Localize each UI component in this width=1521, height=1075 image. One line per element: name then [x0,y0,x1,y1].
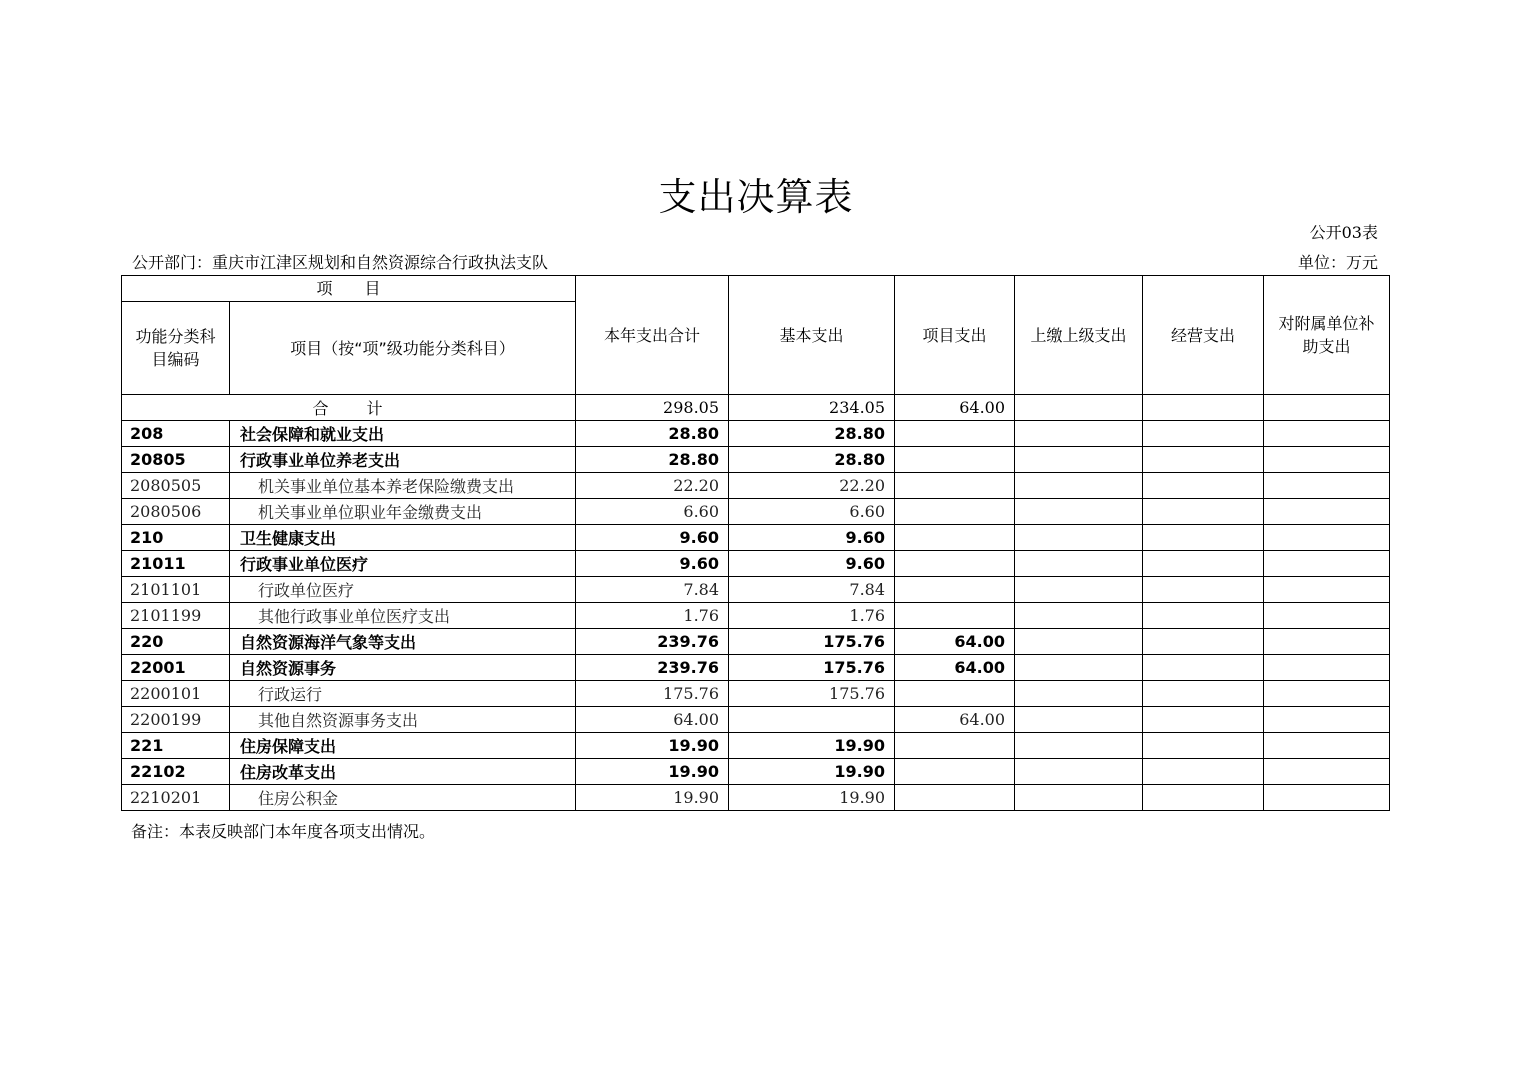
row-basic: 19.90 [729,785,895,811]
table-row [122,681,1390,707]
row-upper [1015,629,1143,655]
row-subsidy [1264,577,1390,603]
row-name: 卫生健康支出 [230,525,576,551]
total-cell-total: 298.05 [576,395,729,421]
row-name: 自然资源事务 [230,655,576,681]
row-upper [1015,421,1143,447]
row-basic: 22.20 [729,473,895,499]
row-code: 210 [122,525,230,551]
row-name: 行政事业单位养老支出 [230,447,576,473]
total-cell-subsidy [1264,395,1390,421]
table-row [122,707,1390,733]
row-total: 7.84 [576,577,729,603]
row-total: 28.80 [576,447,729,473]
row-upper [1015,525,1143,551]
row-project [895,577,1015,603]
row-code: 22001 [122,655,230,681]
row-project: 64.00 [895,655,1015,681]
row-basic: 9.60 [729,551,895,577]
header-total: 本年支出合计 [576,276,729,395]
row-business [1143,577,1264,603]
header-subsidy: 对附属单位补助支出 [1264,276,1390,395]
row-basic [729,707,895,733]
header-upper: 上缴上级支出 [1015,276,1143,395]
row-total: 64.00 [576,707,729,733]
row-upper [1015,655,1143,681]
page-title: 支出决算表 [658,175,854,219]
row-basic: 175.76 [729,655,895,681]
row-upper [1015,707,1143,733]
row-business [1143,629,1264,655]
row-project [895,551,1015,577]
row-name: 住房保障支出 [230,733,576,759]
row-name: 行政单位医疗 [230,577,576,603]
row-subsidy [1264,421,1390,447]
table-row [122,603,1390,629]
row-subsidy [1264,525,1390,551]
footnote: 备注：本表反映部门本年度各项支出情况。 [131,822,436,841]
row-subsidy [1264,707,1390,733]
total-cell-upper [1015,395,1143,421]
row-business [1143,421,1264,447]
table-number: 公开03表 [1309,223,1378,242]
table-row [122,629,1390,655]
table-row [122,421,1390,447]
header-basic: 基本支出 [729,276,895,395]
row-code: 2200101 [122,681,230,707]
row-project [895,759,1015,785]
row-project: 64.00 [895,629,1015,655]
row-code: 2200199 [122,707,230,733]
row-project [895,603,1015,629]
row-upper [1015,785,1143,811]
row-project [895,525,1015,551]
table-row [122,473,1390,499]
table-row [122,525,1390,551]
row-business [1143,655,1264,681]
row-total: 9.60 [576,525,729,551]
row-code: 2101101 [122,577,230,603]
row-subsidy [1264,551,1390,577]
row-project [895,447,1015,473]
row-project [895,733,1015,759]
row-name: 社会保障和就业支出 [230,421,576,447]
header-item-group: 项 目 [122,276,576,302]
row-subsidy [1264,733,1390,759]
table-row [122,447,1390,473]
row-name: 自然资源海洋气象等支出 [230,629,576,655]
row-name: 行政运行 [230,681,576,707]
row-total: 28.80 [576,421,729,447]
row-subsidy [1264,447,1390,473]
row-total: 175.76 [576,681,729,707]
row-subsidy [1264,785,1390,811]
row-subsidy [1264,655,1390,681]
row-project: 64.00 [895,707,1015,733]
total-cell-project: 64.00 [895,395,1015,421]
expenditure-table [121,275,1390,811]
row-subsidy [1264,681,1390,707]
row-basic: 175.76 [729,629,895,655]
row-total: 1.76 [576,603,729,629]
header-project: 项目支出 [895,276,1015,395]
row-business [1143,447,1264,473]
row-project [895,421,1015,447]
row-upper [1015,473,1143,499]
table-row [122,733,1390,759]
row-business [1143,733,1264,759]
row-total: 19.90 [576,733,729,759]
row-basic: 19.90 [729,759,895,785]
row-business [1143,707,1264,733]
row-total: 239.76 [576,629,729,655]
row-basic: 28.80 [729,421,895,447]
table-row [122,499,1390,525]
department-label: 公开部门：重庆市江津区规划和自然资源综合行政执法支队 [132,253,549,272]
total-row [122,395,1390,421]
total-label: 合 计 [122,395,576,421]
row-subsidy [1264,499,1390,525]
row-upper [1015,447,1143,473]
header-code: 功能分类科目编码 [122,302,230,395]
row-name: 其他自然资源事务支出 [230,707,576,733]
row-name: 住房公积金 [230,785,576,811]
row-basic: 19.90 [729,733,895,759]
unit-label: 单位：万元 [1297,253,1378,272]
row-code: 21011 [122,551,230,577]
row-basic: 28.80 [729,447,895,473]
row-name: 机关事业单位职业年金缴费支出 [230,499,576,525]
row-code: 221 [122,733,230,759]
row-upper [1015,759,1143,785]
row-basic: 7.84 [729,577,895,603]
row-upper [1015,733,1143,759]
row-total: 9.60 [576,551,729,577]
row-code: 208 [122,421,230,447]
row-name: 其他行政事业单位医疗支出 [230,603,576,629]
header-business: 经营支出 [1143,276,1264,395]
row-basic: 9.60 [729,525,895,551]
row-business [1143,603,1264,629]
row-name: 机关事业单位基本养老保险缴费支出 [230,473,576,499]
row-name: 行政事业单位医疗 [230,551,576,577]
row-business [1143,473,1264,499]
row-business [1143,759,1264,785]
row-subsidy [1264,629,1390,655]
table-row [122,655,1390,681]
row-code: 2080505 [122,473,230,499]
table-row [122,759,1390,785]
row-code: 2101199 [122,603,230,629]
total-cell-business [1143,395,1264,421]
row-project [895,499,1015,525]
row-total: 6.60 [576,499,729,525]
row-basic: 1.76 [729,603,895,629]
row-upper [1015,499,1143,525]
row-business [1143,525,1264,551]
row-total: 19.90 [576,785,729,811]
row-upper [1015,681,1143,707]
row-name: 住房改革支出 [230,759,576,785]
row-project [895,681,1015,707]
row-subsidy [1264,473,1390,499]
row-project [895,473,1015,499]
row-total: 19.90 [576,759,729,785]
total-cell-basic: 234.05 [729,395,895,421]
row-business [1143,499,1264,525]
row-total: 239.76 [576,655,729,681]
row-basic: 175.76 [729,681,895,707]
row-business [1143,785,1264,811]
row-code: 22102 [122,759,230,785]
row-upper [1015,577,1143,603]
row-basic: 6.60 [729,499,895,525]
header-name: 项目（按“项”级功能分类科目） [230,302,576,395]
row-code: 220 [122,629,230,655]
row-business [1143,681,1264,707]
row-upper [1015,603,1143,629]
table-row [122,577,1390,603]
row-code: 2210201 [122,785,230,811]
table-row [122,551,1390,577]
row-project [895,785,1015,811]
row-subsidy [1264,759,1390,785]
row-code: 20805 [122,447,230,473]
row-subsidy [1264,603,1390,629]
row-code: 2080506 [122,499,230,525]
table-row [122,785,1390,811]
row-upper [1015,551,1143,577]
row-total: 22.20 [576,473,729,499]
row-business [1143,551,1264,577]
